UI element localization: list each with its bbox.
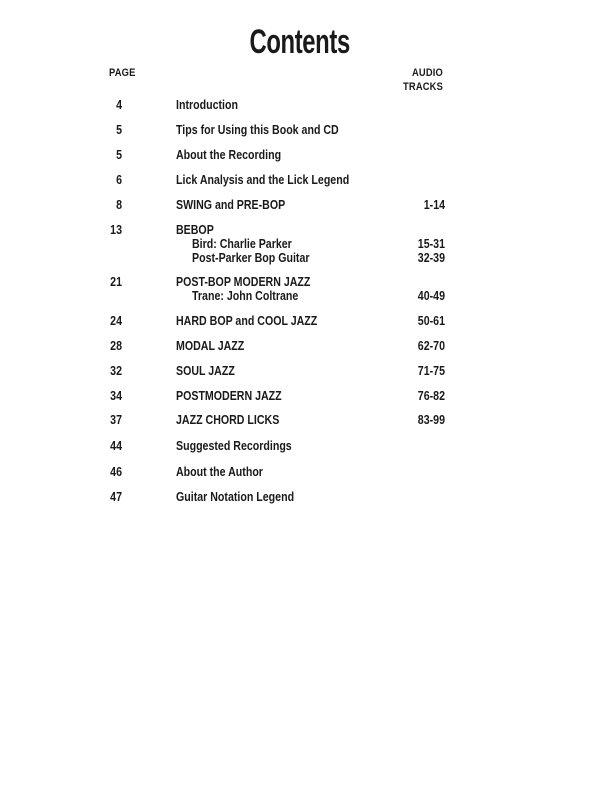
toc-tracks: 76-82 bbox=[417, 389, 445, 403]
toc-title: Trane: John Coltrane bbox=[192, 289, 299, 303]
toc-row-tips bbox=[0, 123, 600, 137]
toc-title: POSTMODERN JAZZ bbox=[176, 389, 282, 403]
toc-page-number: 8 bbox=[116, 198, 122, 212]
toc-page-number: 44 bbox=[110, 439, 122, 453]
toc-row-about-author bbox=[0, 465, 600, 479]
toc-page-number: 46 bbox=[110, 465, 122, 479]
toc-tracks: 15-31 bbox=[417, 237, 445, 251]
toc-tracks: 40-49 bbox=[417, 289, 445, 303]
toc-subrow-coltrane bbox=[0, 289, 600, 303]
toc-title: SOUL JAZZ bbox=[176, 364, 235, 378]
toc-page-number: 21 bbox=[110, 275, 122, 289]
toc-page-number: 13 bbox=[110, 223, 122, 237]
page-column-header: PAGE bbox=[109, 67, 136, 79]
toc-row-bebop bbox=[0, 223, 600, 237]
toc-title: About the Recording bbox=[176, 148, 282, 162]
toc-title: Introduction bbox=[176, 98, 238, 112]
toc-title: POST-BOP MODERN JAZZ bbox=[176, 275, 311, 289]
toc-title: BEBOP bbox=[176, 223, 214, 237]
audio-tracks-column-header: AUDIO TRACKS bbox=[403, 67, 443, 93]
toc-tracks: 32-39 bbox=[417, 251, 445, 265]
toc-page-number: 5 bbox=[116, 148, 122, 162]
toc-title: About the Author bbox=[176, 465, 263, 479]
toc-row-jazz-chord-licks bbox=[0, 413, 600, 427]
toc-row-postmodern-jazz bbox=[0, 389, 600, 403]
toc-tracks: 71-75 bbox=[417, 364, 445, 378]
toc-title: MODAL JAZZ bbox=[176, 339, 245, 353]
toc-row-modal-jazz bbox=[0, 339, 600, 353]
toc-subrow-charlie-parker bbox=[0, 237, 600, 251]
toc-row-introduction bbox=[0, 98, 600, 112]
toc-row-about-recording bbox=[0, 148, 600, 162]
page-title-text: Contents bbox=[249, 23, 351, 61]
toc-title: Suggested Recordings bbox=[176, 439, 292, 453]
toc-row-suggested-recordings bbox=[0, 439, 600, 453]
toc-page-number: 5 bbox=[116, 123, 122, 137]
toc-title: HARD BOP and COOL JAZZ bbox=[176, 314, 318, 328]
toc-page-number: 4 bbox=[116, 98, 122, 112]
toc-page-number: 47 bbox=[110, 490, 122, 504]
toc-page-number: 32 bbox=[110, 364, 122, 378]
toc-title: SWING and PRE-BOP bbox=[176, 198, 286, 212]
toc-tracks: 83-99 bbox=[417, 413, 445, 427]
toc-tracks: 62-70 bbox=[417, 339, 445, 353]
toc-title: Post-Parker Bop Guitar bbox=[192, 251, 310, 265]
toc-subrow-post-parker bbox=[0, 251, 600, 265]
toc-title: Bird: Charlie Parker bbox=[192, 237, 292, 251]
toc-tracks: 1-14 bbox=[423, 198, 445, 212]
toc-row-guitar-notation-legend bbox=[0, 490, 600, 504]
toc-page-number: 24 bbox=[110, 314, 122, 328]
toc-title: Tips for Using this Book and CD bbox=[176, 123, 339, 137]
toc-page-number: 34 bbox=[110, 389, 122, 403]
toc-row-swing-prebop bbox=[0, 198, 600, 212]
toc-title: Lick Analysis and the Lick Legend bbox=[176, 173, 350, 187]
toc-page-number: 37 bbox=[110, 413, 122, 427]
toc-row-hard-bop bbox=[0, 314, 600, 328]
toc-title: JAZZ CHORD LICKS bbox=[176, 413, 280, 427]
toc-page-number: 6 bbox=[116, 173, 122, 187]
toc-title: Guitar Notation Legend bbox=[176, 490, 295, 504]
toc-page-number: 28 bbox=[110, 339, 122, 353]
toc-row-postbop-modern bbox=[0, 275, 600, 289]
page-title bbox=[0, 25, 600, 59]
toc-tracks: 50-61 bbox=[417, 314, 445, 328]
toc-row-soul-jazz bbox=[0, 364, 600, 378]
toc-row-lick-analysis bbox=[0, 173, 600, 187]
